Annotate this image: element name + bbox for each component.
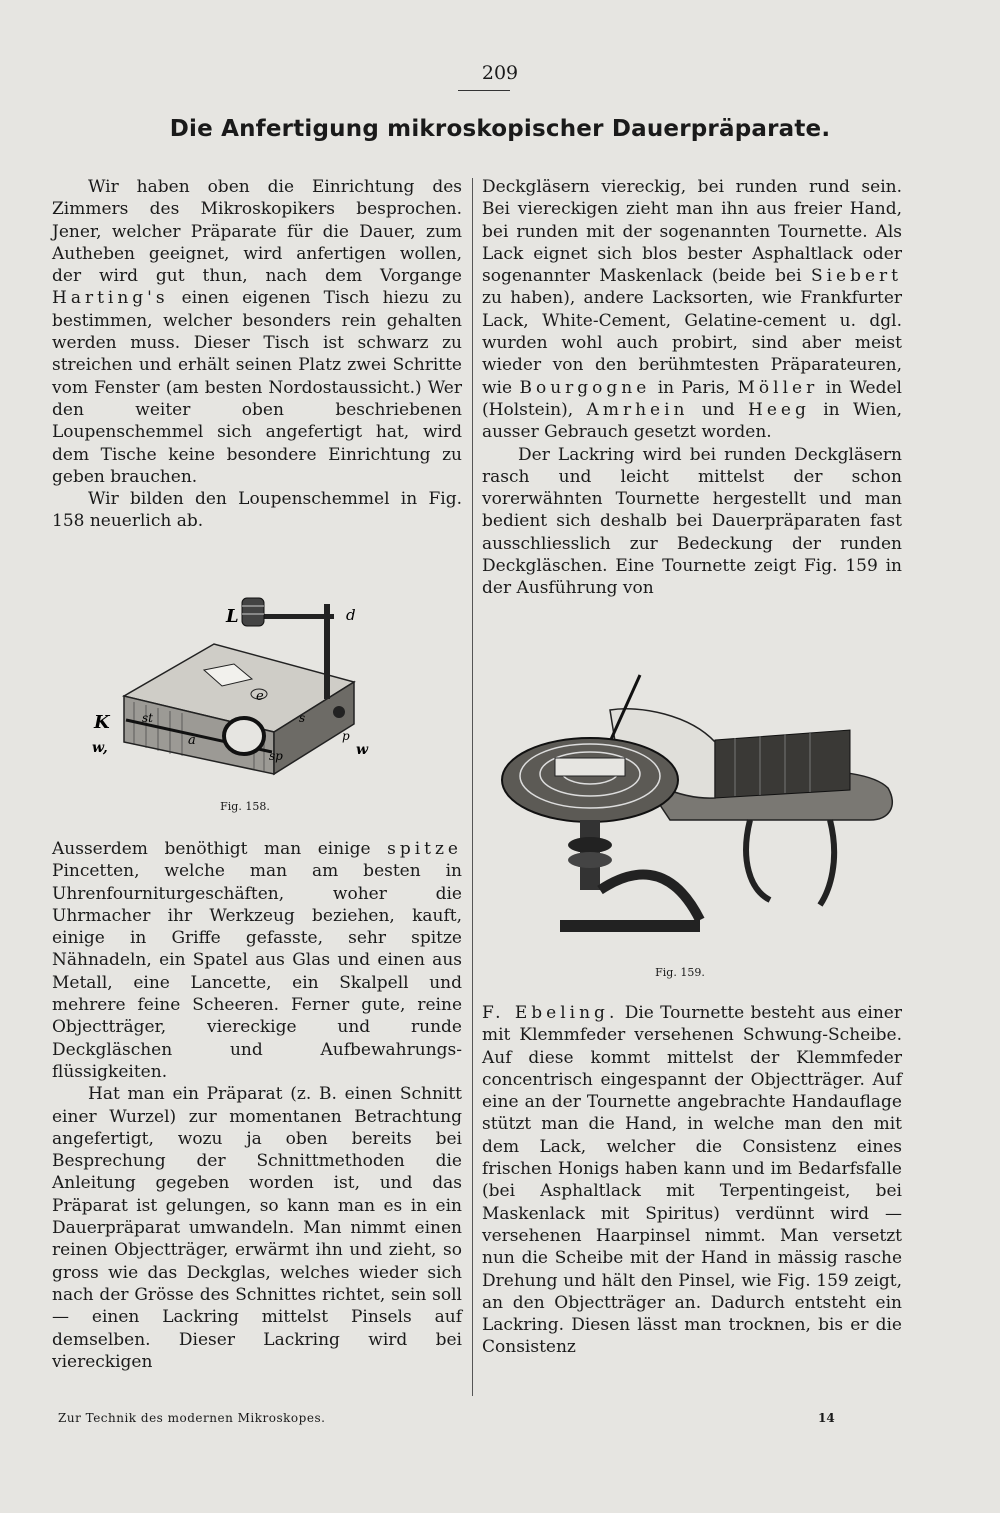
label-K: K bbox=[94, 712, 110, 733]
right-column-top bbox=[482, 176, 902, 600]
label-w: w bbox=[356, 742, 369, 758]
page-title: Die Anfertigung mikroskopischer Dauerpräparate. bbox=[169, 116, 831, 142]
label-w1: w, bbox=[92, 740, 108, 756]
object-slide bbox=[555, 758, 625, 776]
page-number-rule bbox=[458, 90, 510, 91]
paragraph: Hat man ein Präparat (z. B. einen Schnitt einer Wurzel) zur momentanen Betrachtung angefertigt, wozu ja oben bereits bei Besprechung der Schnittmethoden die Anleitung gegeben worden ist, und das Präparat ist gelungen, so kann man es in ein Dauerpräparat umwandeln. Man nimmt einen reinen Objectträger, erwärmt ihn und zieht, so gross wie das Deckglas, welches wieder sich nach der Grösse des Schnittes richtet, sein soll — einen Lackring mittelst Pinsels auf demselben. Dieser Lackring wird bei viereckigen bbox=[52, 1084, 462, 1372]
loupe-lens bbox=[242, 598, 264, 626]
label-L: L bbox=[226, 606, 239, 627]
label-s: s bbox=[299, 711, 306, 725]
paragraph: F. Ebeling. Die Tournette besteht aus einer mit Klemmfeder versehenen Schwung-Scheibe. Auf diese kommt mittelst der Klemmfeder concentrisch eingespannt der Objectträger. Auf eine an der Tournette angebrachte Handauflage stützt man die Hand, in welche man den mit dem Lack, welcher die Consistenz eines frischen Honigs haben kann und im Bedarfsfalle (bei Asphaltlack mit Terpentingeist, bei Maskenlack mit Spiritus) verdünnt wird — versehenen Haarpinsel nimmt. Man versetzt nun die Scheibe mit der Hand in mässig rasche Drehung und hält den Pinsel, wie Fig. 159 zeigt, an den Objectträger an. Dadurch entsteht ein Lackring. Diesen lässt man trocknen, bis er die Consistenz bbox=[482, 1003, 902, 1358]
label-e: e bbox=[256, 689, 264, 704]
turning-disc bbox=[502, 738, 678, 822]
figure-159 bbox=[500, 670, 900, 950]
label-a: a bbox=[188, 733, 196, 748]
footer-signature: 14 bbox=[818, 1411, 835, 1425]
loupenschemmel-illustration bbox=[84, 584, 384, 784]
label-sp: sp bbox=[269, 749, 283, 763]
right-column-bottom bbox=[482, 1002, 902, 1359]
left-column-top bbox=[52, 176, 462, 533]
author-name: Harting's bbox=[52, 288, 169, 309]
left-column-bottom bbox=[52, 838, 462, 1373]
label-p: p bbox=[342, 729, 350, 743]
label-d: d bbox=[346, 606, 356, 624]
paragraph: Der Lackring wird bei runden Deckgläsern rasch und leicht mittelst der schon vorerwähnten Tournette hergestellt und man bedient sich deshalb bei Dauerpräparaten fast ausschliesslich zur Bedeckung der runden Deckgläschen. Eine Tournette zeigt Fig. 159 in der Ausführung von bbox=[482, 444, 902, 599]
lens-ring bbox=[224, 718, 264, 754]
figure-159-caption: Fig. 159. bbox=[655, 966, 705, 979]
figure-158 bbox=[84, 584, 384, 784]
column-divider bbox=[472, 178, 473, 1396]
paragraph: Wir bilden den Loupenschemmel in Fig. 158 neuerlich ab. bbox=[52, 489, 462, 532]
paragraph: Wir haben oben die Einrichtung des Zimmers des Mikroskopikers besprochen. Jener, welcher Präparate für die Dauer, zum Autheben geeignet, wird anfertigen wollen, der wird gut thun, nach dem Vorgange Harting's einen eigenen Tisch hiezu zu bestimmen, welcher besonders rein gehalten werden muss. Dieser Tisch ist schwarz zu streichen und erhält seinen Platz zwei Schritte vom Fenster (am besten Nordostaussicht.) Wer den weiter oben beschriebenen Loupenschemmel sich angefertigt hat, wird dem Tische keine besondere Einrichtung zu geben brauchen. bbox=[52, 177, 462, 487]
paragraph: Ausserdem benöthigt man einige spitze Pincetten, welche man am besten in Uhrenfourniturgeschäften, woher die Uhrmacher ihr Werkzeug beziehen, kauft, einige in Griffe gefasste, sehr spitze Nähnadeln, ein Spatel aus Glas und einen aus Metall, eine Lancette, ein Skalpell und mehrere feine Scheeren. Ferner gute, reine Objectträger, viereckige und runde Deckgläschen und Aufbewahrungsflüssigkeiten. bbox=[52, 839, 462, 1082]
page-number: 209 bbox=[481, 62, 519, 84]
tournette-illustration bbox=[500, 670, 900, 950]
label-st: st bbox=[142, 711, 153, 725]
paragraph: Deckgläsern viereckig, bei runden rund sein. Bei viereckigen zieht man ihn aus freier Hand, bei runden mit der sogenannten Tournette. Als Lack eignet sich blos bester Asphaltlack oder sogenannter Maskenlack (beide bei Siebert zu haben), andere Lacksorten, wie Frankfurter Lack, White-Cement, Gelatine-cement u. dgl. wurden wohl auch probirt, sind aber meist wieder von den berühmtesten Präparateuren, wie Bourgogne in Paris, Möller in Wedel (Holstein), Amrhein und Heeg in Wien, ausser Gebrauch gesetzt worden. bbox=[482, 177, 902, 443]
footer-book-title: Zur Technik des modernen Mikroskopes. bbox=[58, 1411, 326, 1425]
figure-158-caption: Fig. 158. bbox=[220, 800, 270, 813]
